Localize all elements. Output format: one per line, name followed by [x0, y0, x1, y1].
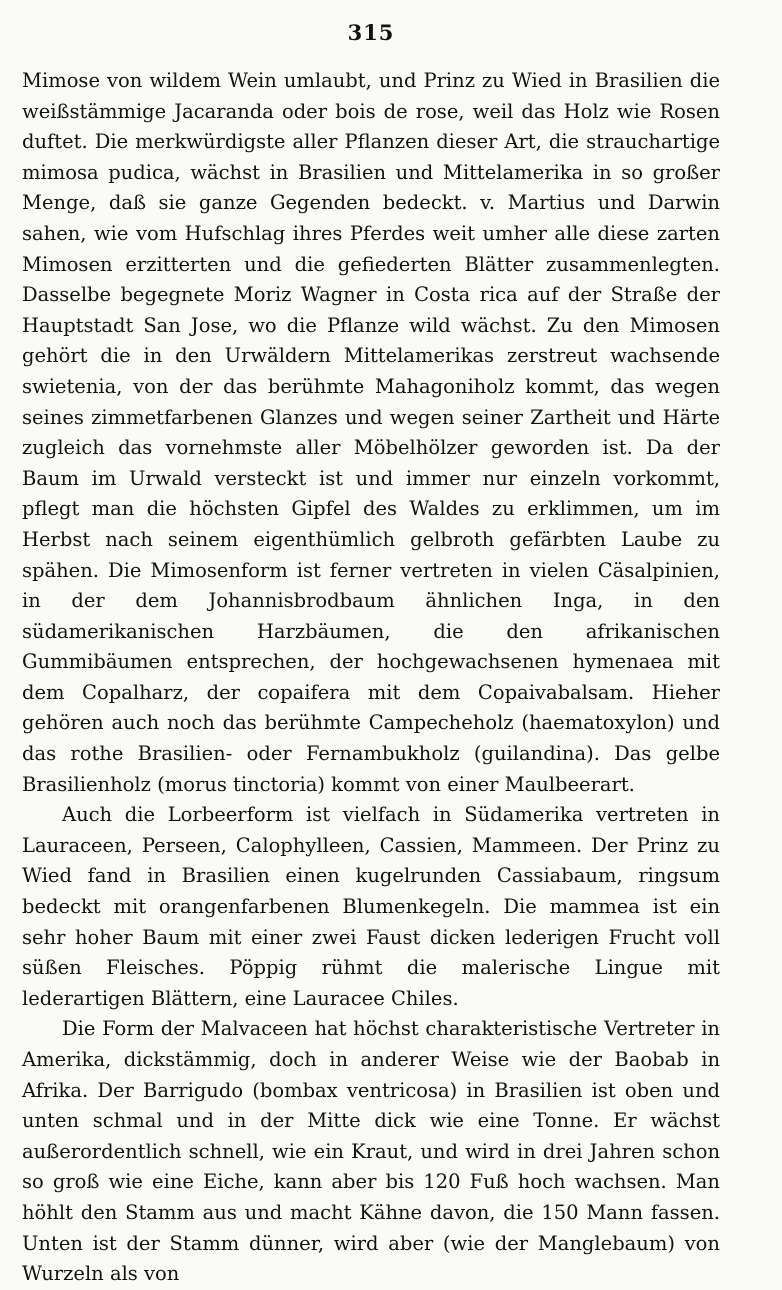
- paragraph-malvaceen: Die Form der Malvaceen hat höchst charakteristische Vertreter in Amerika, dickstämmig, doch in anderer Weise wie der Baobab in Afrika. Der Barrigudo (bombax ventricosa) in Brasilien ist oben und unten schmal und in der Mitte dick wie eine Tonne. Er wächst außerordentlich schnell, wie ein Kraut, und wird in drei Jahren schon so groß wie eine Eiche, kann aber bis 120 Fuß hoch wachsen. Man höhlt den Stamm aus und macht Kähne davon, die 150 Mann fassen. Unten ist der Stamm dünner, wird aber (wie der Manglebaum) von Wurzeln als von: [22, 1017, 720, 1286]
- page-number: 315: [347, 20, 395, 45]
- paragraph-mimosa: Mimose von wildem Wein umlaubt, und Prinz zu Wied in Brasilien die weißstämmige Jacaranda oder bois de rose, weil das Holz wie Rosen duftet. Die merkwürdigste aller Pflanzen dieser Art, die strauchartige mimosa pudica, wächst in Brasilien und Mittelamerika in so großer Menge, daß sie ganze Gegenden bedeckt. v. Martius und Darwin sahen, wie vom Hufschlag ihres Pferdes weit umher alle diese zarten Mimosen erzitterten und die gefiederten Blätter zusammenlegten. Dasselbe begegnete Moriz Wagner in Costa rica auf der Straße der Hauptstadt San Jose, wo die Pflanze wild wächst. Zu den Mimosen gehört die in den Urwäldern Mittelamerikas zerstreut wachsende swietenia, von der das berühmte Mahagoniholz kommt, das wegen seines zimmetfarbenen Glanzes und wegen seiner Zartheit und Härte zugleich das vornehmste aller Möbelhölzer geworden ist. Da der Baum im Urwald versteckt ist und immer nur einzeln vorkommt, pflegt man die höchsten Gipfel des Waldes zu erklimmen, um im Herbst nach seinem eigenthümlich gelbroth gefärbten Laube zu spähen. Die Mimosenform ist ferner vertreten in vielen Cäsalpinien, in der dem Johannisbrodbaum ähnlichen Inga, in den südamerikanischen Harzbäumen, die den afrikanischen Gummibäumen entsprechen, der hochgewachsenen hymenaea mit dem Copalharz, der copaifera mit dem Copaivabalsam. Hieher gehören auch noch das berühmte Campecheholz (haematoxylon) und das rothe Brasilien- oder Fernambukholz (guilandina). Das gelbe Brasilienholz (morus tinctoria) kommt von einer Maulbeerart.: [22, 69, 720, 796]
- paragraph-lorbeerform: Auch die Lorbeerform ist vielfach in Südamerika vertreten in Lauraceen, Perseen, Calophylleen, Cassien, Mammeen. Der Prinz zu Wied fand in Brasilien einen kugelrunden Cassiabaum, ringsum bedeckt mit orangenfarbenen Blumenkegeln. Die mammea ist ein sehr hoher Baum mit einer zwei Faust dicken lederigen Frucht voll süßen Fleisches. Pöppig rühmt die malerische Lingue mit lederartigen Blättern, eine Lauracee Chiles.: [22, 803, 720, 1010]
